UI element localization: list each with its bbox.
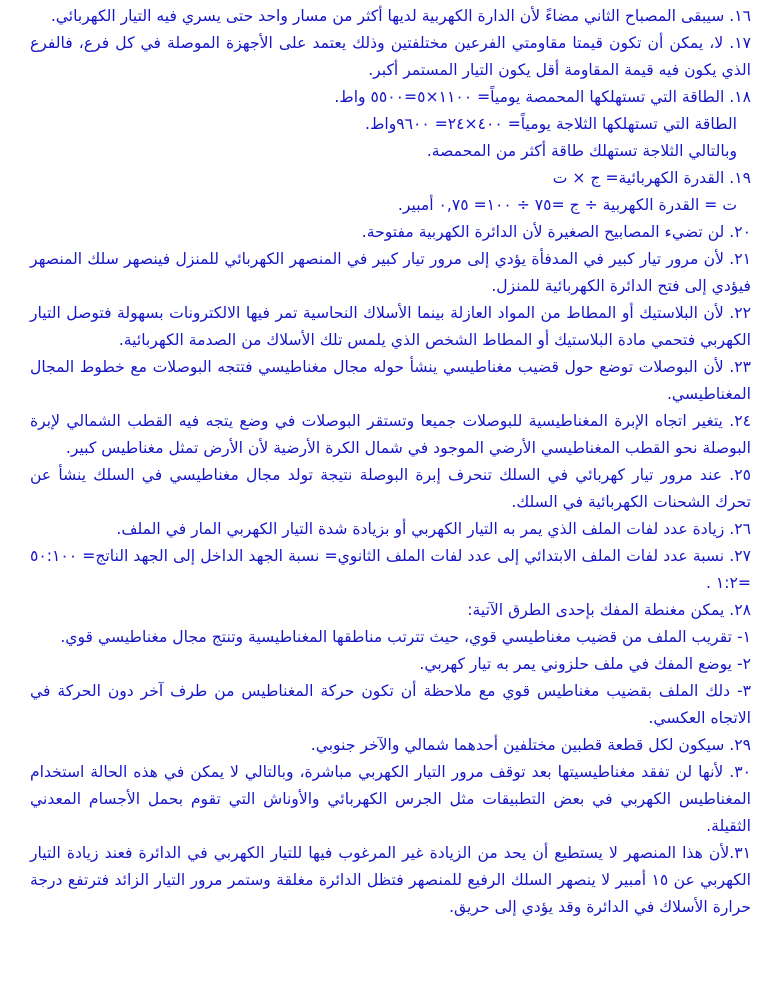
answer-paragraph: ٣٠. لأنها لن تفقد مغناطيسيتها بعد توقف مرور التيار الكهربي مباشرة، وبالتالي لا يمكن في هذه الحالة استخدام المغناطيس الكهربي في بعض التطبيقات مثل الجرس الكهربائي والأوناش التي تقوم بحمل الأجسام المعدني الثقيلة. <box>30 763 751 835</box>
answer-paragraph: ٢٣. لأن البوصلات توضع حول قضيب مغناطيسي ينشأ حوله مجال مغناطيسي فتتجه البوصلات مع خطوط المجال المغناطيسي. <box>30 358 751 403</box>
answer-paragraph: ٢٢. لأن البلاستيك أو المطاط من المواد العازلة بينما الأسلاك النحاسية تمر فيها الالكترونات بسهولة فتوصل التيار الكهربي فتحمي مادة البلاستيك أو المطاط الشخص الذي يلمس تلك الأسلاك من الصدمة الكهربائية. <box>30 304 751 349</box>
answer-paragraph: ٣- دلك الملف بقضيب مغناطيس قوي مع ملاحظة أن تكون حركة المغناطيس من طرف آخر دون الحركة في الاتجاه العكسي. <box>30 682 751 727</box>
answer-paragraph: ٢٤. يتغير اتجاه الإبرة المغناطيسية للبوصلات جميعا وتستقر البوصلات في وضع يتجه فيه القطب الشمالي لإبرة البوصلة نحو القطب المغناطيسي الأرضي الموجود في شمال الكرة الأرضية لأن الأرض تمثل مغناطيس كبير. <box>30 412 751 457</box>
answer-paragraph: ٢١. لأن مرور تيار كبير في المدفأة يؤدي إلى مرور تيار كبير في المنصهر الكهربائي للمنزل فينصهر سلك المنصهر فيؤدي إلى فتح الدائرة الكهربائية للمنزل. <box>30 250 751 295</box>
answer-paragraph: ١٧. لا، يمكن أن تكون قيمتا مقاومتي الفرعين مختلفتين وذلك يعتمد على الأجهزة الموصلة في كل فرع، فالفرع الذي يكون فيه قيمة المقاومة أقل يكون التيار المستمر أكبر. <box>30 34 751 79</box>
answer-paragraph: ٢٥. عند مرور تيار كهربائي في السلك تنحرف إبرة البوصلة نتيجة تولد مجال مغناطيسي في السلك ينشأ عن تحرك الشحنات الكهربائية في السلك. <box>30 466 751 511</box>
answer-paragraph: ١٨. الطاقة التي تستهلكها المحمصة يومياً= ١١٠٠×٥=٥٥٠٠ واط. <box>334 88 751 106</box>
answer-paragraph: ٢٩. سيكون لكل قطعة قطبين مختلفين أحدهما شمالي والآخر جنوبي. <box>310 736 751 754</box>
answer-paragraph: ت = القدرة الكهربية ÷ ج =٧٥ ÷ ١٠٠= ٠,٧٥ أمبير. <box>397 196 737 214</box>
answer-document <box>30 3 751 921</box>
answer-paragraph: ٣١.لأن هذا المنصهر لا يستطيع أن يحد من الزيادة غير المرغوب فيها للتيار الكهربي في الدائرة فعند زيادة التيار الكهربي عن ١٥ أمبير لا ينصهر السلك الرفيع للمنصهر فتظل الدائرة مغلقة وستمر مرور التيار الزائد فترتفع درجة حرارة الأسلاك في الدائرة وقد يؤدي إلى حريق. <box>30 844 751 916</box>
answer-paragraph: ٢٧. نسبة عدد لفات الملف الابتدائي إلى عدد لفات الملف الثانوي= نسبة الجهد الداخل إلى الجهد الناتج= ٥٠:١٠٠ =١:٢ . <box>30 547 751 592</box>
answer-paragraph: ٢٦. زيادة عدد لفات الملف الذي يمر به التيار الكهربي أو بزيادة شدة التيار الكهربي المار في الملف. <box>116 520 751 538</box>
answer-paragraph: ١٦. سيبقى المصباح الثاني مضاءً لأن الدارة الكهربية لديها أكثر من مسار واحد حتى يسري فيه التيار الكهربائي. <box>50 7 751 25</box>
answer-paragraph: ٢- يوضع المفك في ملف حلزوني يمر به تيار كهربي. <box>419 655 751 673</box>
answer-paragraph: ١٩. القدرة الكهربائية= ج × ت <box>552 169 751 187</box>
answer-paragraph: الطاقة التي تستهلكها الثلاجة يومياً= ٤٠٠×٢٤= ٩٦٠٠واط. <box>364 115 737 133</box>
answer-paragraph: وبالتالي الثلاجة تستهلك طاقة أكثر من المحمصة. <box>426 142 737 160</box>
answer-paragraph: ٢٨. يمكن مغنطة المفك بإحدى الطرق الآتية: <box>467 601 751 619</box>
answer-paragraph: ١- تقريب الملف من قضيب مغناطيسي قوي، حيث تترتب مناطقها المغناطيسية وتنتج مجال مغناطيسي قوي. <box>60 628 751 646</box>
answer-paragraph: ٢٠. لن تضيء المصابيح الصغيرة لأن الدائرة الكهربية مفتوحة. <box>361 223 751 241</box>
